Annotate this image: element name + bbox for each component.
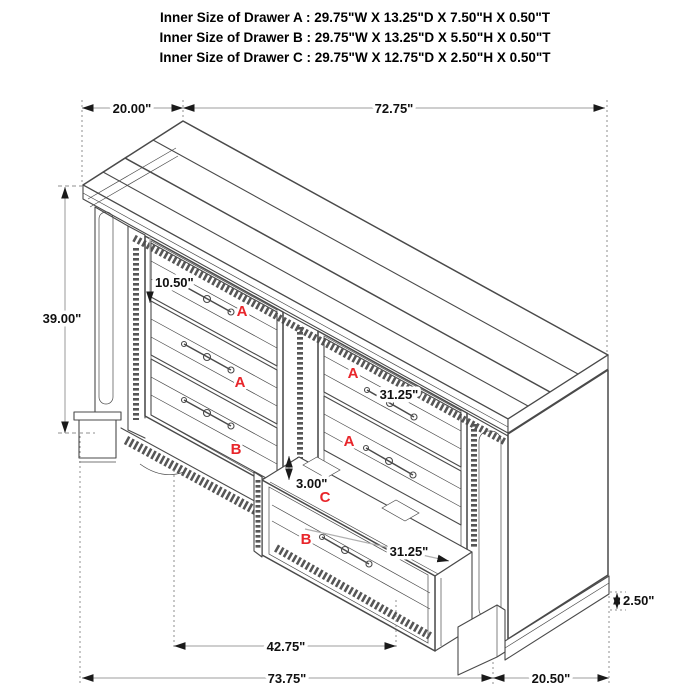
dim-drawer-c-height-label: 3.00" [296, 476, 328, 491]
dim-top-length-label: 72.75" [374, 101, 414, 116]
dim-lower-span-label: 42.75" [266, 639, 306, 654]
dim-overall-length-label: 73.75" [267, 671, 307, 686]
dim-side-height-label: 39.00" [42, 311, 82, 326]
right-corner-pilaster [479, 431, 501, 619]
title-block [159, 10, 551, 65]
label-drawer-a-left-middle: A [234, 374, 246, 391]
drawer-a-size-text: Inner Size of Drawer A : 29.75"W X 13.25"D X 7.50"H X 0.50"T [159, 10, 551, 25]
dim-base-molding-label: 2.50" [623, 593, 655, 608]
base-molding [505, 576, 609, 660]
dim-base-molding-height [610, 592, 654, 610]
drawer-b-size-text: Inner Size of Drawer B : 29.75"W X 13.25"D X 5.50"H X 0.50"T [159, 30, 551, 45]
dim-top-depth-label: 20.00" [112, 101, 152, 116]
dim-drawer-a-height-label: 10.50" [155, 275, 194, 290]
label-drawer-b-pulled: B [300, 531, 312, 548]
label-drawer-a-right-top: A [347, 365, 359, 382]
dim-drawer-b-width-label: 31.25" [389, 544, 429, 559]
dim-overall-depth [493, 671, 609, 686]
pulled-out-drawer [254, 457, 472, 651]
label-drawer-b-left-bottom: B [230, 441, 242, 458]
dim-side-height [43, 186, 95, 433]
dim-top-length [183, 101, 605, 116]
dim-overall-depth-label: 20.50" [531, 671, 571, 686]
drawer-handle [182, 398, 235, 430]
dim-drawer-a-width-label: 31.25" [379, 387, 419, 402]
drawer-c-size-text: Inner Size of Drawer C : 29.75"W X 12.75"D X 2.50"H X 0.50"T [159, 50, 551, 65]
label-drawer-a-left-top: A [236, 303, 248, 320]
label-drawer-a-right-middle: A [343, 433, 355, 450]
dim-drawer-a-width [380, 387, 419, 402]
label-drawer-c: C [319, 489, 331, 506]
dresser-drawing [74, 121, 609, 675]
